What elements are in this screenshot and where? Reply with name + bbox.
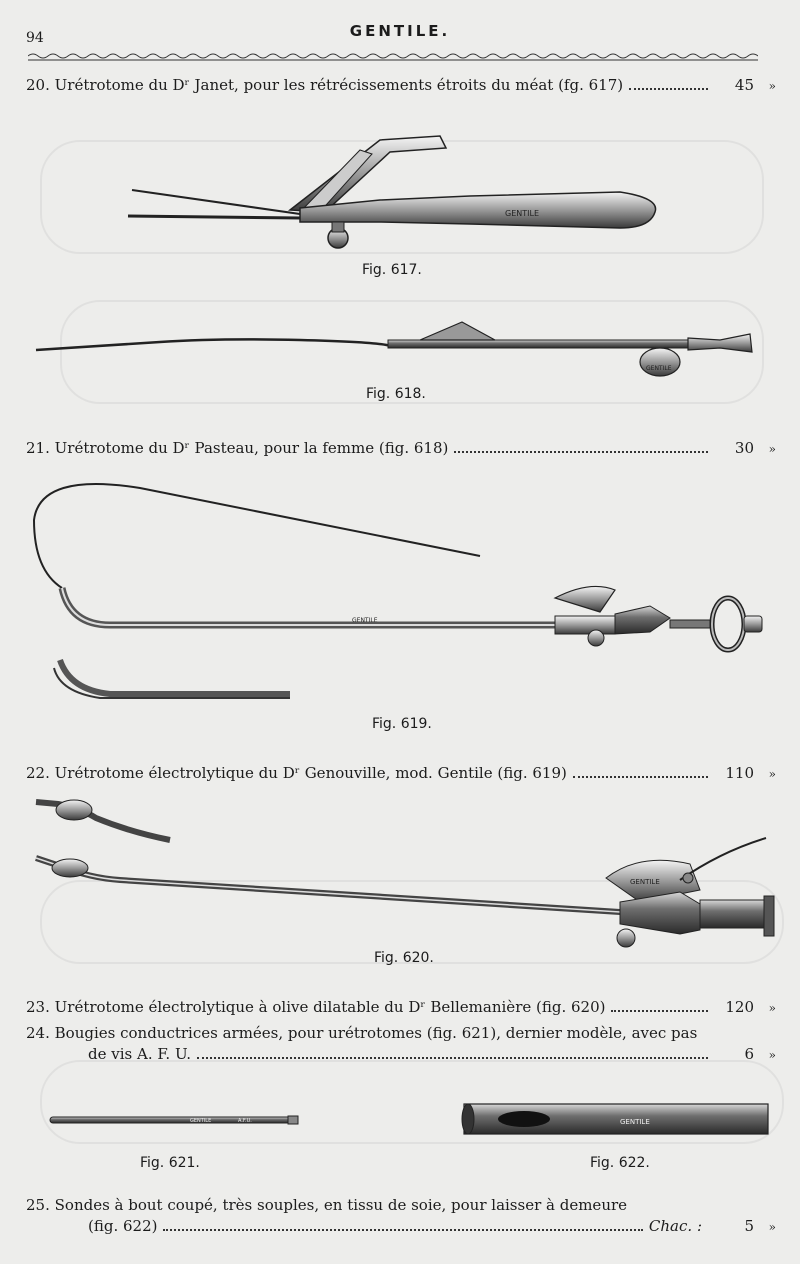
entry-price: 6 bbox=[744, 1045, 754, 1063]
entry-number: 22. bbox=[26, 764, 50, 782]
price-unit: » bbox=[768, 1048, 776, 1062]
entry-price: 30 bbox=[734, 439, 754, 457]
figure-619-electrolytic-urethrotome bbox=[34, 484, 762, 698]
afu-engraving: A.F.U. bbox=[238, 1118, 252, 1124]
entry-number: 25. bbox=[26, 1196, 50, 1214]
entry-description: Urétrotome du Dʳ Janet, pour les rétrécissements étroits du méat (fg. 617) bbox=[54, 76, 624, 94]
figure-caption-617: Fig. 617. bbox=[362, 262, 422, 278]
entry-description-continued: (fig. 622) bbox=[88, 1217, 158, 1235]
entry-description-continued: de vis A. F. U. bbox=[88, 1045, 191, 1063]
price-unit: » bbox=[768, 442, 776, 456]
brand-engraving: GENTILE bbox=[190, 1118, 212, 1124]
brand-engraving: GENTILE bbox=[630, 878, 660, 886]
figure-621-conductor-bougie bbox=[50, 1116, 298, 1124]
entry-description: Sondes à bout coupé, très souples, en tissu de soie, pour laisser à demeure bbox=[54, 1196, 628, 1214]
price-unit: » bbox=[768, 1220, 776, 1234]
price-unit: » bbox=[768, 1001, 776, 1015]
figure-617-urethrotome-janet bbox=[128, 136, 656, 248]
entry-price: 45 bbox=[734, 76, 754, 94]
entry-price: 120 bbox=[725, 998, 754, 1016]
figure-caption-618: Fig. 618. bbox=[366, 386, 426, 402]
brand-engraving: GENTILE bbox=[646, 365, 672, 372]
entry-number: 23. bbox=[26, 998, 50, 1016]
figure-caption-620: Fig. 620. bbox=[374, 950, 434, 966]
each-label: Chac. : bbox=[648, 1217, 702, 1235]
figure-caption-622: Fig. 622. bbox=[590, 1155, 650, 1171]
figure-622-silk-catheter bbox=[462, 1104, 768, 1134]
entry-description: Bougies conductrices armées, pour urétrotomes (fig. 621), dernier modèle, avec pas bbox=[54, 1024, 698, 1042]
figure-caption-619: Fig. 619. bbox=[372, 716, 432, 732]
brand-engraving: GENTILE bbox=[620, 1118, 650, 1126]
brand-engraving: GENTILE bbox=[352, 617, 378, 624]
entry-number: 20. bbox=[26, 76, 50, 94]
page-number: 94 bbox=[26, 30, 44, 46]
price-unit: » bbox=[768, 79, 776, 93]
figure-618-urethrotome-pasteau bbox=[36, 322, 752, 376]
figure-caption-621: Fig. 621. bbox=[140, 1155, 200, 1171]
entry-price: 5 bbox=[744, 1217, 754, 1235]
figure-620-dilatable-olive-urethrotome bbox=[36, 800, 774, 947]
entry-description: Urétrotome électrolytique du Dʳ Genouville, mod. Gentile (fig. 619) bbox=[54, 764, 567, 782]
entry-number: 21. bbox=[26, 439, 50, 457]
running-header: GENTILE. bbox=[349, 22, 451, 40]
price-unit: » bbox=[768, 767, 776, 781]
entry-description: Urétrotome électrolytique à olive dilatable du Dʳ Bellemanière (fig. 620) bbox=[54, 998, 606, 1016]
entry-number: 24. bbox=[26, 1024, 50, 1042]
brand-engraving: GENTILE bbox=[505, 209, 539, 218]
entry-description: Urétrotome du Dʳ Pasteau, pour la femme (fig. 618) bbox=[54, 439, 449, 457]
entry-price: 110 bbox=[725, 764, 754, 782]
